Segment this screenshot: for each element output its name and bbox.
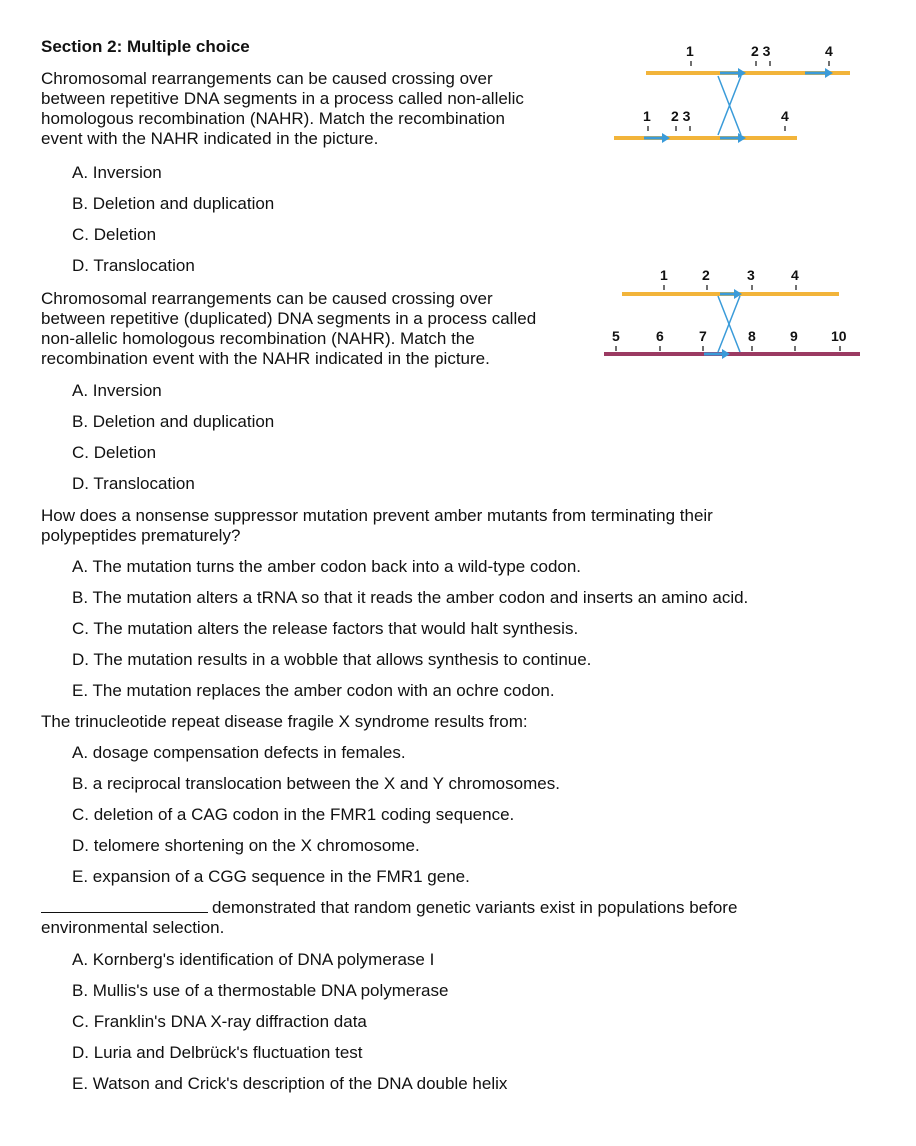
q2-stem [41, 289, 536, 369]
q5-option-c[interactable]: C. Franklin's DNA X-ray diffraction data [72, 1012, 367, 1031]
q1-option-d[interactable]: D. Translocation [72, 256, 195, 275]
q1-option-a[interactable]: A. Inversion [72, 163, 162, 182]
q2-stem-line: Chromosomal rearrangements can be caused crossing over [41, 289, 493, 308]
q3-option-c[interactable]: C. The mutation alters the release factors that would halt synthesis. [72, 619, 579, 638]
q1-top-label-23: 2 3 [751, 43, 771, 59]
q3-stem-line: How does a nonsense suppressor mutation prevent amber mutants from terminating their [41, 506, 713, 525]
q2-top-label-3: 3 [747, 267, 755, 283]
q1-bottom-label-4: 4 [781, 108, 789, 124]
q2-option-c[interactable]: C. Deletion [72, 443, 157, 462]
q4-option-a[interactable]: A. dosage compensation defects in females. [72, 743, 406, 762]
q2-bottom-label-7: 7 [699, 328, 707, 344]
q1-top-label-1: 1 [686, 43, 694, 59]
q1-option-b[interactable]: B. Deletion and duplication [72, 194, 275, 213]
q2-bottom-label-9: 9 [790, 328, 798, 344]
q4-option-e[interactable]: E. expansion of a CGG sequence in the FMR1 gene. [72, 867, 470, 886]
q4-option-b[interactable]: B. a reciprocal translocation between the X and Y chromosomes. [72, 774, 560, 793]
q2-nahr-figure [600, 262, 870, 362]
q5-option-d[interactable]: D. Luria and Delbrück's fluctuation test [72, 1043, 363, 1062]
section-title: Section 2: Multiple choice [41, 37, 250, 56]
q2-bottom-label-5: 5 [612, 328, 620, 344]
q5-option-a[interactable]: A. Kornberg's identification of DNA polymerase I [72, 950, 435, 969]
q1-top-label-4: 4 [825, 43, 833, 59]
q5-stem [41, 898, 737, 938]
q4-stem: The trinucleotide repeat disease fragile X syndrome results from: [41, 712, 528, 731]
q4-option-c[interactable]: C. deletion of a CAG codon in the FMR1 coding sequence. [72, 805, 515, 824]
q2-arrow-icon [722, 349, 730, 359]
q3-option-b[interactable]: B. The mutation alters a tRNA so that it reads the amber codon and inserts an amino acid. [72, 588, 749, 607]
q1-arrow-icon [662, 133, 670, 143]
q1-arrow-icon [738, 133, 746, 143]
q5-answer-blank[interactable] [41, 898, 208, 913]
q2-bottom-label-6: 6 [656, 328, 664, 344]
q5-stem-text: demonstrated that random genetic variants exist in populations before [212, 898, 738, 917]
q1-option-c[interactable]: C. Deletion [72, 225, 157, 244]
q2-arrow-icon [734, 289, 742, 299]
q3-option-a[interactable]: A. The mutation turns the amber codon back into a wild-type codon. [72, 557, 582, 576]
q1-arrow-icon [738, 68, 746, 78]
q5-option-b[interactable]: B. Mullis's use of a thermostable DNA polymerase [72, 981, 449, 1000]
q2-stem-line: recombination event with the NAHR indicated in the picture. [41, 349, 490, 368]
q3-stem-line: polypeptides prematurely? [41, 526, 241, 545]
q2-top-label-2: 2 [702, 267, 710, 283]
q2-top-label-4: 4 [791, 267, 799, 283]
q5-stem-line [41, 898, 737, 918]
q1-stem-line: Chromosomal rearrangements can be caused crossing over [41, 69, 493, 88]
q1-stem [41, 69, 524, 149]
q2-bottom-label-10: 10 [831, 328, 847, 344]
q1-nahr-figure [600, 40, 870, 155]
q4-option-d[interactable]: D. telomere shortening on the X chromosome. [72, 836, 420, 855]
q1-stem-line: between repetitive DNA segments in a process called non-allelic [41, 89, 524, 108]
q1-bottom-label-1: 1 [643, 108, 651, 124]
q1-stem-line: event with the NAHR indicated in the picture. [41, 129, 379, 148]
q1-bottom-label-23: 2 3 [671, 108, 691, 124]
q2-top-label-1: 1 [660, 267, 668, 283]
q2-stem-line: non-allelic homologous recombination (NAHR). Match the [41, 329, 475, 348]
q2-option-b[interactable]: B. Deletion and duplication [72, 412, 275, 431]
q3-option-e[interactable]: E. The mutation replaces the amber codon with an ochre codon. [72, 681, 555, 700]
q2-option-d[interactable]: D. Translocation [72, 474, 195, 493]
q5-stem-line: environmental selection. [41, 918, 225, 937]
q5-option-e[interactable]: E. Watson and Crick's description of the DNA double helix [72, 1074, 508, 1093]
q2-option-a[interactable]: A. Inversion [72, 381, 162, 400]
q2-stem-line: between repetitive (duplicated) DNA segments in a process called [41, 309, 537, 328]
q3-stem [41, 506, 713, 546]
q2-bottom-label-8: 8 [748, 328, 756, 344]
q1-arrow-icon [825, 68, 833, 78]
q3-option-d[interactable]: D. The mutation results in a wobble that allows synthesis to continue. [72, 650, 592, 669]
q1-stem-line: homologous recombination (NAHR). Match the recombination [41, 109, 505, 128]
